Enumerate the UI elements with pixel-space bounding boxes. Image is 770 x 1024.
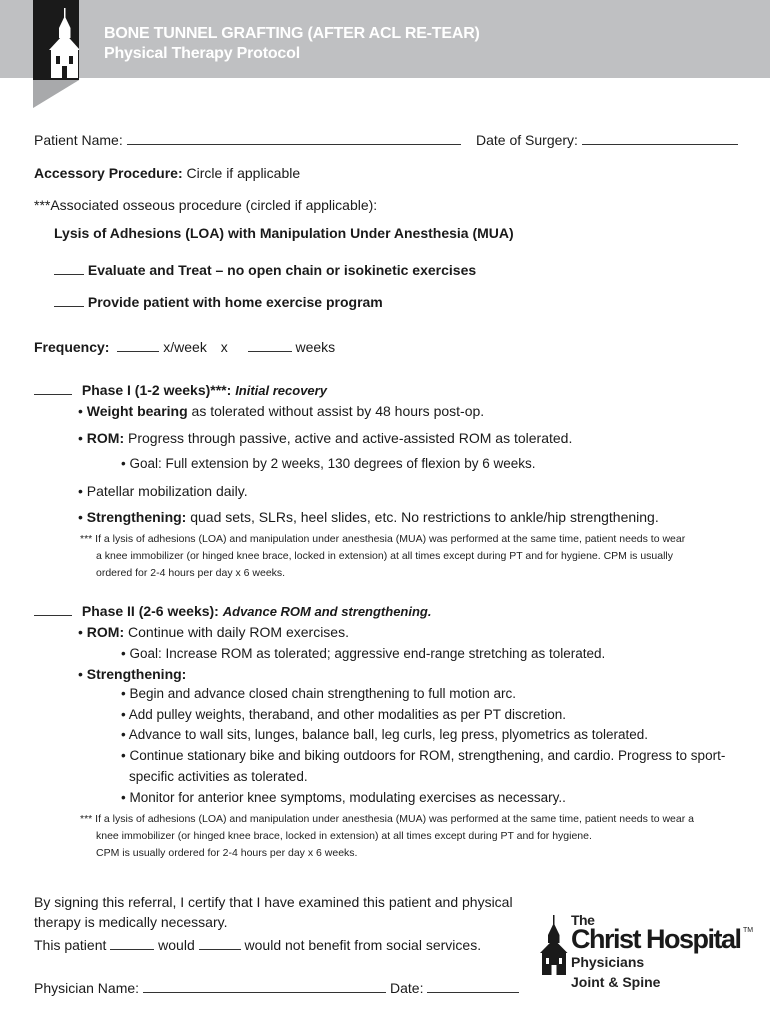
evaluate-treat-check[interactable]	[54, 262, 84, 275]
bullet: •	[78, 430, 83, 446]
weight-bearing-label: Weight bearing	[86, 403, 188, 419]
frequency-row	[34, 338, 335, 356]
home-program-row	[54, 293, 383, 311]
this-patient-label: This patient	[34, 937, 107, 953]
weight-bearing-text: as tolerated without assist by 48 hours post-op.	[187, 403, 485, 419]
bullet: •	[121, 456, 126, 471]
physician-name-label: Physician Name:	[34, 980, 140, 996]
brand-division: Joint & Spine	[571, 974, 661, 990]
frequency-per-week-field[interactable]	[117, 339, 159, 352]
header-titles	[104, 24, 480, 64]
phase2-strength-label: Strengthening:	[86, 666, 187, 682]
phase1-strength-label: Strengthening:	[86, 509, 187, 525]
phase2-item	[121, 747, 725, 765]
home-program-label: Provide patient with home exercise program	[87, 294, 383, 310]
phase2-item-text: Advance to wall sits, lunges, balance ball, leg curls, leg press, plyometrics as tolerated.	[128, 727, 649, 742]
date-of-surgery-label: Date of Surgery:	[476, 132, 578, 148]
bullet: •	[121, 790, 126, 805]
patellar-text: Patellar mobilization daily.	[86, 483, 248, 499]
phase2-rom	[78, 623, 349, 641]
patient-name-label: Patient Name:	[34, 132, 123, 148]
phase1-title: Phase I (1-2 weeks)***:	[81, 382, 232, 398]
phase1-goal-text: Goal: Full extension by 2 weeks, 130 degrees of flexion by 6 weeks.	[129, 456, 536, 471]
brand-the: The	[571, 912, 595, 928]
phase1-subtitle: Initial recovery	[235, 383, 327, 398]
phase1-weight-bearing	[78, 402, 484, 420]
phase1-strengthening	[78, 508, 659, 526]
would-not-label: would not benefit from social services.	[244, 937, 482, 953]
protocol-title: BONE TUNNEL GRAFTING (AFTER ACL RE-TEAR)	[104, 25, 480, 42]
evaluate-treat-row	[54, 261, 476, 279]
phase2-note-2: knee immobilizer (or hinged knee brace, locked in extension) at all times except during PT and for hygiene.	[96, 830, 592, 842]
bullet: •	[121, 686, 126, 701]
date-of-surgery-field[interactable]	[582, 132, 738, 145]
would-field[interactable]	[110, 937, 154, 950]
evaluate-treat-label: Evaluate and Treat – no open chain or isokinetic exercises	[87, 262, 477, 278]
phase2-heading	[34, 602, 431, 621]
phase2-note-1: *** If a lysis of adhesions (LOA) and manipulation under anesthesia (MUA) was performed at the same time, patient needs to wear a	[80, 813, 694, 825]
phase1-goal	[121, 455, 535, 473]
date-of-surgery-row	[476, 131, 738, 149]
phase1-rom-text: Progress through passive, active and active-assisted ROM as tolerated.	[124, 430, 573, 446]
certify-line-1: By signing this referral, I certify that I have examined this patient and physical	[34, 894, 513, 910]
bullet: •	[121, 646, 126, 661]
bullet: •	[78, 624, 83, 640]
phase2-check[interactable]	[34, 603, 72, 616]
osseous-note: ***Associated osseous procedure (circled if applicable):	[34, 197, 378, 213]
phase2-item-text: Monitor for anterior knee symptoms, modulating exercises as necessary..	[129, 790, 566, 805]
brand-physicians: Physicians	[571, 954, 645, 970]
bullet: •	[78, 509, 83, 525]
physician-row	[34, 979, 386, 997]
phase1-strength-text: quad sets, SLRs, heel slides, etc. No restrictions to ankle/hip strengthening.	[186, 509, 659, 525]
phase1-note-2: a knee immobilizer (or hinged knee brace, locked in extension) at all times except during PT and for hygiene. CPM is usually	[96, 550, 674, 562]
bullet: •	[121, 727, 126, 742]
hospital-building-icon	[540, 915, 568, 975]
accessory-hint: Circle if applicable	[186, 165, 301, 181]
would-not-field[interactable]	[199, 937, 241, 950]
frequency-weeks-field[interactable]	[248, 339, 292, 352]
weeks-label: weeks	[295, 339, 336, 355]
phase2-goal	[121, 645, 605, 663]
phase2-rom-text: Continue with daily ROM exercises.	[124, 624, 349, 640]
hospital-logo-icon	[33, 0, 79, 108]
phase2-goal-text: Goal: Increase ROM as tolerated; aggressive end-range stretching as tolerated.	[129, 646, 606, 661]
phase1-rom	[78, 429, 572, 447]
phase2-item	[121, 726, 648, 744]
patient-name-field[interactable]	[127, 132, 461, 145]
home-program-check[interactable]	[54, 294, 84, 307]
signature-date-field[interactable]	[427, 980, 519, 993]
phase2-item-text: Begin and advance closed chain strengthening to full motion arc.	[129, 686, 516, 701]
bullet: •	[78, 666, 83, 682]
phase2-item-text: Add pulley weights, theraband, and other modalities as per PT discretion.	[128, 707, 567, 722]
accessory-row	[34, 164, 300, 182]
brand-name: Christ Hospital	[571, 924, 741, 954]
signature-date-row	[390, 979, 519, 997]
social-services-row	[34, 936, 481, 954]
phase1-rom-label: ROM:	[86, 430, 125, 446]
phase2-item	[121, 789, 566, 807]
certify-line-2: therapy is medically necessary.	[34, 914, 228, 930]
signature-date-label: Date:	[390, 980, 424, 996]
brand-trademark: TM	[743, 927, 754, 934]
phase1-check[interactable]	[34, 382, 72, 395]
physician-name-field[interactable]	[143, 980, 386, 993]
phase1-note-1: *** If a lysis of adhesions (LOA) and manipulation under anesthesia (MUA) was performed at the same time, patient needs to wear	[80, 533, 686, 545]
loa-mua-option[interactable]: Lysis of Adhesions (LOA) with Manipulation Under Anesthesia (MUA)	[54, 225, 514, 241]
bullet: •	[78, 483, 83, 499]
phase2-item	[121, 706, 566, 724]
phase2-item	[121, 685, 516, 703]
bullet: •	[121, 707, 126, 722]
christ-hospital-brand	[540, 912, 760, 1002]
phase1-heading	[34, 381, 327, 400]
protocol-subtitle: Physical Therapy Protocol	[104, 45, 300, 62]
accessory-label: Accessory Procedure:	[34, 165, 183, 181]
bullet: •	[78, 403, 83, 419]
phase1-patellar	[78, 482, 248, 500]
would-label: would	[158, 937, 195, 953]
frequency-label: Frequency:	[34, 339, 110, 355]
phase2-item-continued: specific activities as tolerated.	[129, 769, 308, 784]
phase2-subtitle: Advance ROM and strengthening.	[222, 604, 432, 619]
phase2-title: Phase II (2-6 weeks):	[81, 603, 219, 619]
phase1-note-3: ordered for 2-4 hours per day x 6 weeks.	[96, 567, 286, 579]
phase2-note-3: CPM is usually ordered for 2-4 hours per day x 6 weeks.	[96, 847, 358, 859]
times-label: x	[220, 339, 228, 355]
patient-name-row	[34, 131, 461, 149]
phase2-rom-label: ROM:	[86, 624, 125, 640]
x-week-label: x/week	[163, 339, 207, 355]
phase2-item-text: Continue stationary bike and biking outdoors for ROM, strengthening, and cardio. Progress to sport-	[129, 748, 726, 763]
phase2-strengthening	[78, 665, 186, 683]
bullet: •	[121, 748, 126, 763]
